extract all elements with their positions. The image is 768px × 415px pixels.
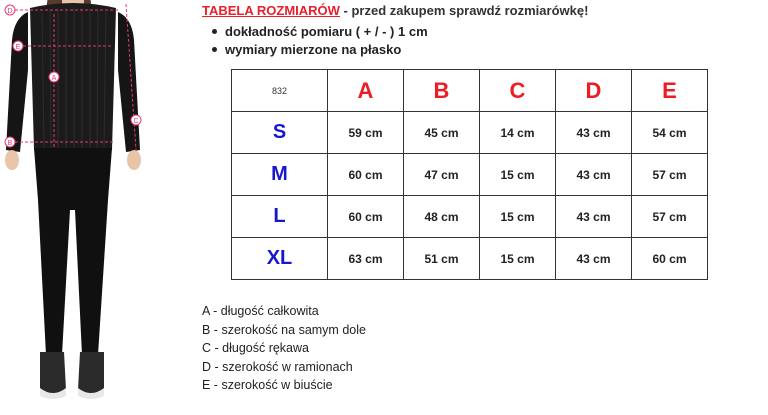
legend-item: E - szerokość w biuście bbox=[202, 378, 333, 393]
size-label: XL bbox=[232, 238, 328, 280]
table-cell: 15 cm bbox=[480, 154, 556, 196]
measurement-marker-c bbox=[131, 115, 141, 125]
column-header-b: B bbox=[404, 70, 480, 112]
svg-text:C: C bbox=[133, 118, 139, 125]
table-cell: 45 cm bbox=[404, 112, 480, 154]
table-cell: 57 cm bbox=[632, 196, 708, 238]
size-chart-subtitle: - przed zakupem sprawdź rozmiarówkę! bbox=[339, 3, 589, 18]
note-item bbox=[212, 41, 428, 59]
table-cell: 60 cm bbox=[328, 196, 404, 238]
table-cell: 51 cm bbox=[404, 238, 480, 280]
size-label: S bbox=[232, 112, 328, 154]
page-header bbox=[202, 3, 588, 18]
measurement-marker-d bbox=[5, 5, 15, 15]
table-cell: 48 cm bbox=[404, 196, 480, 238]
column-header-e: E bbox=[632, 70, 708, 112]
measurement-marker-a bbox=[49, 72, 59, 82]
table-cell: 43 cm bbox=[556, 238, 632, 280]
size-label: L bbox=[232, 196, 328, 238]
legend-item: D - szerokość w ramionach bbox=[202, 359, 353, 374]
table-cell: 43 cm bbox=[556, 196, 632, 238]
table-cell: 63 cm bbox=[328, 238, 404, 280]
table-cell: 14 cm bbox=[480, 112, 556, 154]
note-text: dokładność pomiaru ( + / - ) 1 cm bbox=[225, 24, 428, 39]
svg-text:B: B bbox=[7, 140, 13, 147]
legend-item: C - długość rękawa bbox=[202, 341, 309, 356]
model-photo bbox=[0, 0, 150, 415]
measurement-legend bbox=[202, 302, 366, 395]
bullet-icon bbox=[212, 47, 217, 52]
table-cell: 15 cm bbox=[480, 238, 556, 280]
svg-text:D: D bbox=[7, 8, 13, 15]
table-cell: 47 cm bbox=[404, 154, 480, 196]
column-header-c: C bbox=[480, 70, 556, 112]
product-code-cell: 832 bbox=[232, 70, 328, 112]
table-cell: 57 cm bbox=[632, 154, 708, 196]
note-item bbox=[212, 23, 428, 41]
table-row bbox=[232, 154, 708, 196]
table-cell: 43 cm bbox=[556, 112, 632, 154]
table-cell: 60 cm bbox=[328, 154, 404, 196]
table-cell: 43 cm bbox=[556, 154, 632, 196]
measurement-marker-b bbox=[5, 137, 15, 147]
size-chart-title: TABELA ROZMIARÓW bbox=[202, 3, 340, 18]
column-header-d: D bbox=[556, 70, 632, 112]
column-header-a: A bbox=[328, 70, 404, 112]
table-cell: 59 cm bbox=[328, 112, 404, 154]
note-list bbox=[212, 23, 428, 59]
size-label: M bbox=[232, 154, 328, 196]
table-row bbox=[232, 238, 708, 280]
table-cell: 15 cm bbox=[480, 196, 556, 238]
measurement-marker-e bbox=[13, 41, 23, 51]
legend-item: B - szerokość na samym dole bbox=[202, 322, 366, 337]
svg-text:E: E bbox=[15, 44, 21, 51]
size-table bbox=[231, 69, 708, 280]
table-header-row bbox=[232, 70, 708, 112]
table-cell: 54 cm bbox=[632, 112, 708, 154]
note-text: wymiary mierzone na płasko bbox=[225, 42, 402, 57]
table-row bbox=[232, 112, 708, 154]
table-row bbox=[232, 196, 708, 238]
svg-text:A: A bbox=[51, 75, 57, 82]
bullet-icon bbox=[212, 29, 217, 34]
legend-item: A - długość całkowita bbox=[202, 304, 319, 318]
table-cell: 60 cm bbox=[632, 238, 708, 280]
